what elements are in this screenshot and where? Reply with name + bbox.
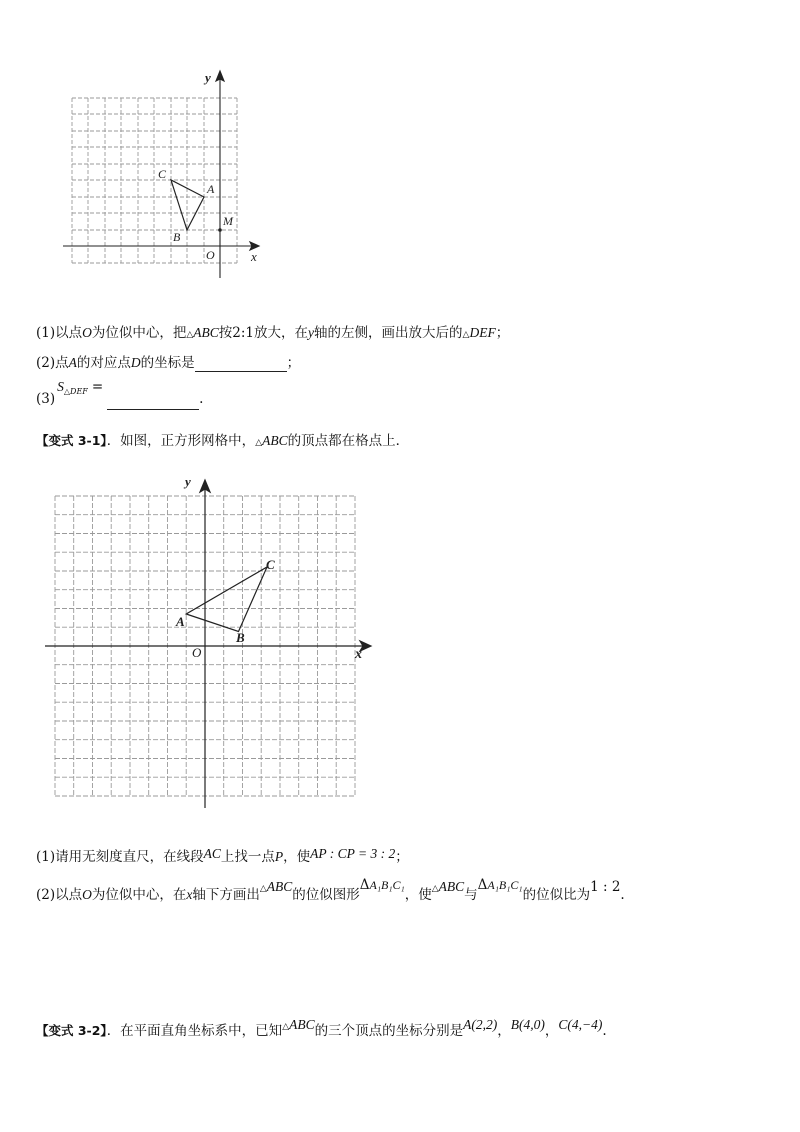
question-3-1-part-2: (2)以点O为位似中心，在x轴下方画出△ABC的位似图形ΔA₁B₁C₁，使△ABC与ΔA₁B₁C₁的位似比为1 : 2. <box>36 877 625 903</box>
triangle-abc <box>186 567 267 632</box>
y-axis-arrow-icon <box>216 71 224 81</box>
question-3-1-part-1: (1)请用无刻度直尺，在线段AC上找一点P，使AP : CP = 3 : 2； <box>36 846 409 865</box>
point-a-label: A <box>207 182 215 196</box>
point-c-label: C <box>158 167 167 181</box>
point-m-label: M <box>223 214 233 228</box>
figure-1-grid <box>55 65 270 280</box>
point-a-label: A <box>176 614 185 629</box>
x-label: x <box>355 647 362 662</box>
y-label: y <box>205 70 211 85</box>
figure-2-grid <box>40 470 380 815</box>
question-1-part-1: (1)以点O为位似中心，把△ABC按2:1放大，在y轴的左侧，画出放大后的△DEF； <box>36 325 510 341</box>
question-1-part-3: $(3)S^{\triangle DEF}$ =. <box>36 390 203 410</box>
variant-3-2-heading: 【变式 3-2】．在平面直角坐标系中，已知△ABC的三个顶点的坐标分别是A(2,2)，B(4,0)，C(4,−4). <box>36 1017 607 1039</box>
grid-lines <box>72 98 237 263</box>
point-m <box>218 228 222 232</box>
point-b-label: B <box>236 630 245 645</box>
origin-label: O <box>206 248 215 262</box>
answer-blank-d[interactable] <box>195 357 287 372</box>
question-1-part-2: (2)点A的对应点D的坐标是 ； <box>36 355 301 371</box>
answer-blank-area[interactable] <box>107 395 199 410</box>
origin-label: O <box>192 645 202 660</box>
point-c-label: C <box>266 557 275 572</box>
x-label: x <box>251 249 257 264</box>
y-label: y <box>185 474 191 489</box>
triangle-abc <box>171 180 204 230</box>
point-b-label: B <box>173 230 181 244</box>
variant-3-1-heading: 【变式 3-1】．如图，正方形网格中，△ABC的顶点都在格点上． <box>36 433 410 449</box>
